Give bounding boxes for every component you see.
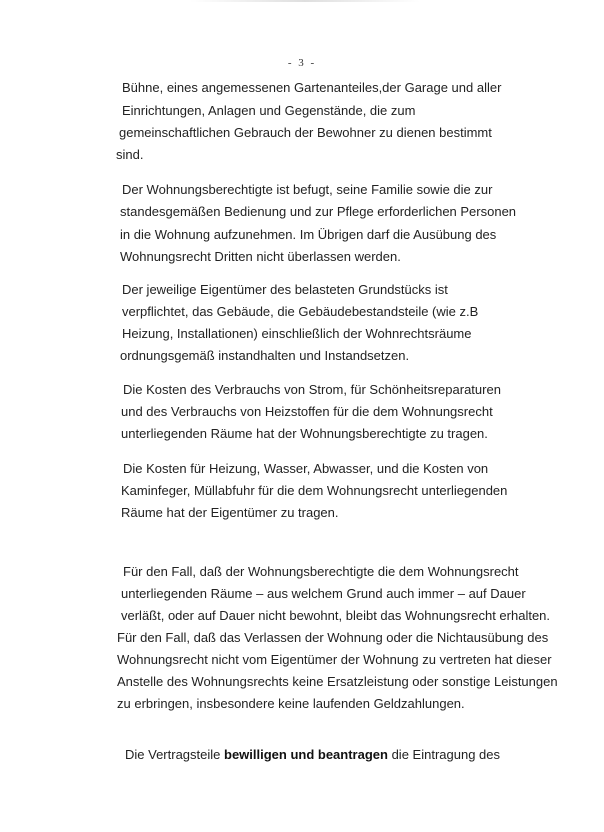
text-line: Einrichtungen, Anlagen und Gegenstände, die zum [122,103,416,118]
text-line: Die Kosten für Heizung, Wasser, Abwasser, und die Kosten von [123,461,489,476]
text-line: Räume hat der Eigentümer zu tragen. [121,505,339,520]
text-line: und des Verbrauchs von Heizstoffen für die dem Wohnungsrecht [121,404,493,419]
text-line: unterliegenden Räume – aus welchem Grund auch immer – auf Dauer [121,586,526,601]
text-line: Anstelle des Wohnungsrechts keine Ersatzleistung oder sonstige Leistungen [117,674,558,689]
text-line: Bühne, eines angemessenen Gartenanteiles,der Garage und aller [122,80,502,95]
text-line: Heizung, Installationen) einschließlich der Wohnrechtsräume [122,326,472,341]
text-line: Für den Fall, daß der Wohnungsberechtigte die dem Wohnungsrecht [123,564,519,579]
text-line: Der jeweilige Eigentümer des belasteten Grundstücks ist [122,282,448,297]
text-line: gemeinschaftlichen Gebrauch der Bewohner zu dienen bestimmt [119,125,492,140]
text-line [125,747,500,763]
text-line: standesgemäßen Bedienung und zur Pflege erforderlichen Personen [120,204,517,219]
text-line: sind. [116,147,144,162]
text-line: Die Kosten des Verbrauchs von Strom, für Schönheitsreparaturen [123,382,501,397]
text-segment: die Eintragung des [387,747,500,762]
text-line: verpflichtet, das Gebäude, die Gebäudebestandsteile (wie z.B [122,304,479,319]
text-line: Für den Fall, daß das Verlassen der Wohnung oder die Nichtausübung des [117,630,549,645]
text-line: verläßt, oder auf Dauer nicht bewohnt, bleibt das Wohnungsrecht erhalten. [121,608,551,623]
text-line: ordnungsgemäß instandhalten und Instandsetzen. [120,348,410,363]
text-segment: Die Vertragsteile [125,747,224,762]
page-number: - 3 - [287,57,317,69]
text-line: zu erbringen, insbesondere keine laufenden Geldzahlungen. [117,696,465,711]
bold-text-segment: bewilligen und beantragen [224,747,388,762]
text-line: unterliegenden Räume hat der Wohnungsberechtigte zu tragen. [121,426,488,441]
text-line: in die Wohnung aufzunehmen. Im Übrigen darf die Ausübung des [120,227,497,242]
text-line: Kaminfeger, Müllabfuhr für die dem Wohnungsrecht unterliegenden [121,483,508,498]
text-line: Wohnungsrecht Dritten nicht überlassen werden. [120,249,401,264]
text-line: Wohnungsrecht nicht vom Eigentümer der Wohnung zu vertreten hat dieser [117,652,552,667]
text-line: Der Wohnungsberechtigte ist befugt, seine Familie sowie die zur [122,182,493,197]
scan-edge-shadow [190,0,420,2]
